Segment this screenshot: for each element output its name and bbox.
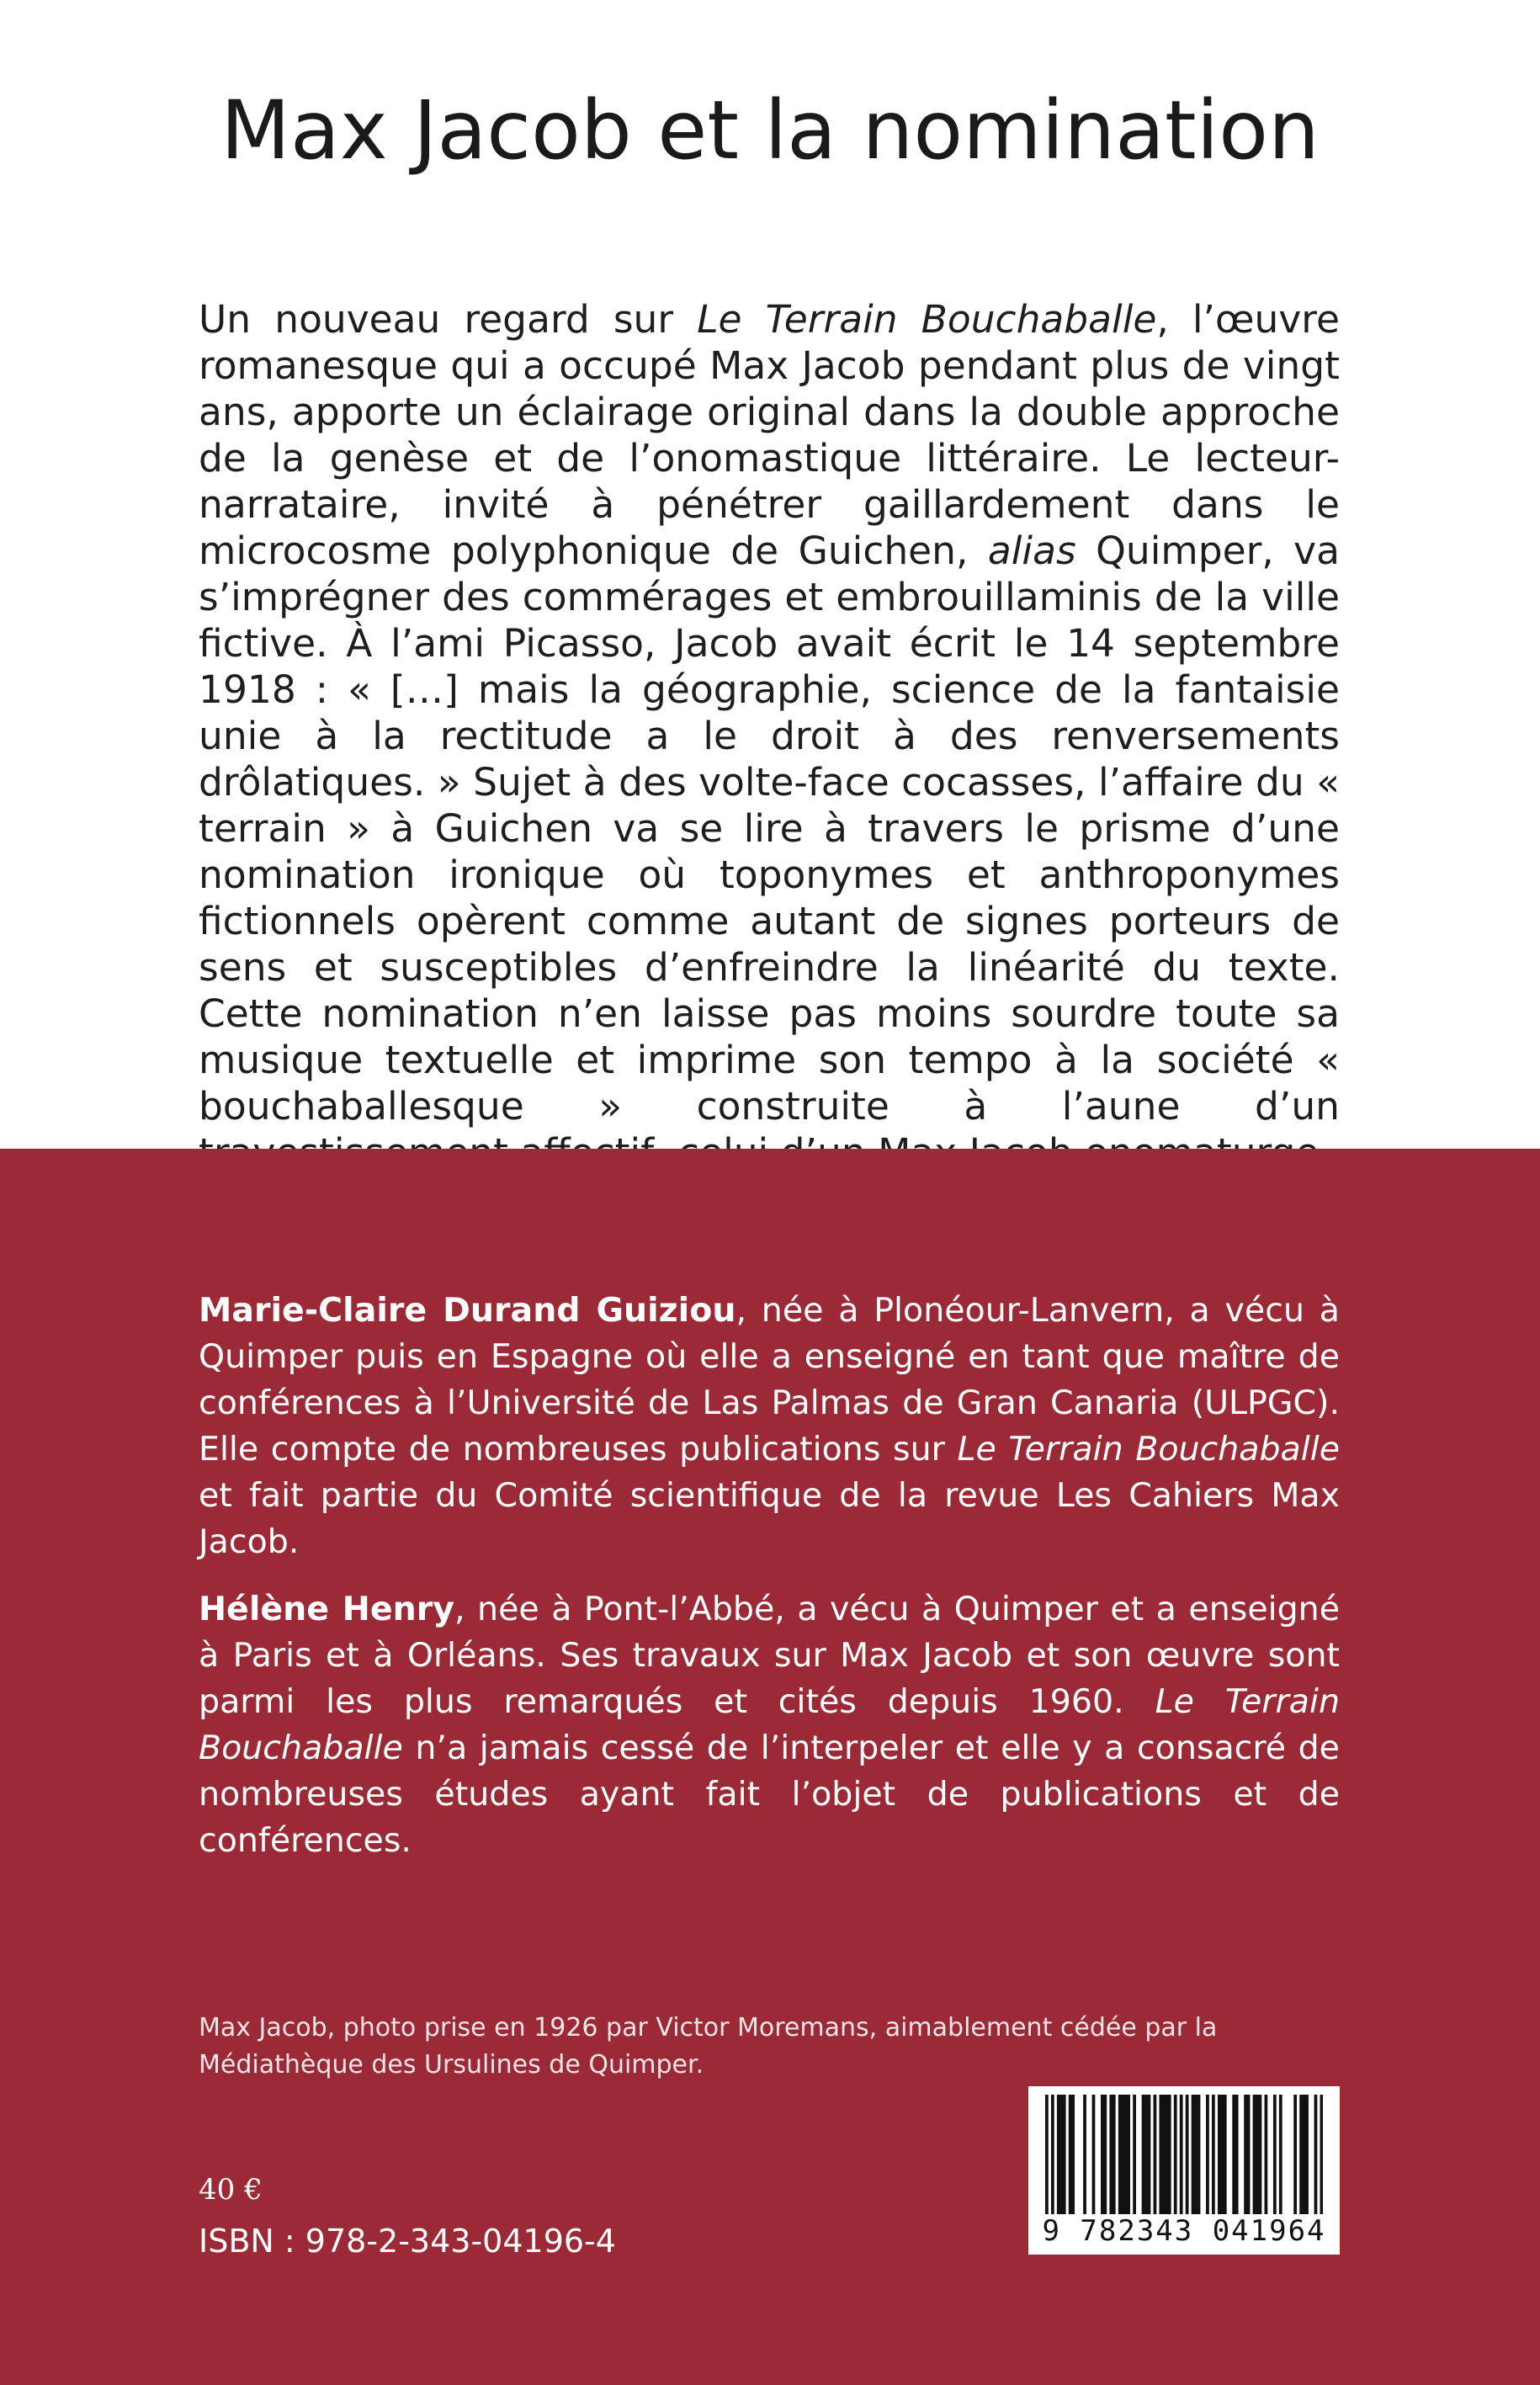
author-name-2: Hélène Henry [199, 1590, 454, 1628]
barcode-bar [1314, 2095, 1318, 2214]
summary-book-title: Le Terrain Bouchaballe [697, 297, 1157, 342]
barcode-bar [1113, 2095, 1116, 2214]
barcode-digits: 9 782343 041964 [1042, 2214, 1326, 2248]
barcode-bar [1232, 2095, 1235, 2214]
isbn-label: ISBN : 978-2-343-04196-4 [199, 2223, 616, 2260]
barcode-bar [1142, 2095, 1145, 2214]
barcode-bar [1279, 2095, 1282, 2214]
barcode-bar [1299, 2095, 1303, 2214]
barcode-panel [1028, 2086, 1340, 2255]
barcode-bar [1165, 2095, 1168, 2214]
barcode-bar [1197, 2095, 1201, 2214]
barcode-bar [1159, 2095, 1162, 2214]
price-label: 40 € [199, 2173, 263, 2207]
barcode-bar [1162, 2095, 1166, 2214]
barcode-bar [1259, 2095, 1262, 2214]
barcode-bar [1127, 2095, 1130, 2214]
barcode-bar [1051, 2095, 1054, 2214]
barcode-bar [1273, 2095, 1277, 2214]
author-bio-1-book-title: Le Terrain Bouchaballe [957, 1430, 1341, 1469]
photo-caption: Max Jacob, photo prise en 1926 par Victor Moremans, aimablement cédée par la Médiathèque des Ursulines de Quimper. [199, 2013, 1218, 2080]
barcode-bar [1101, 2095, 1104, 2214]
barcode-bar [1206, 2095, 1209, 2214]
barcode-bar [1320, 2095, 1323, 2214]
barcode-bar [1168, 2095, 1171, 2214]
author-bio-2 [199, 1586, 1340, 1864]
barcode-bar [1192, 2095, 1195, 2214]
barcode-bar [1103, 2095, 1107, 2214]
barcode-bar [1265, 2095, 1268, 2214]
summary-text-start: Un nouveau regard sur [199, 297, 698, 342]
barcode-bar [1144, 2095, 1148, 2214]
barcode-bar [1063, 2095, 1066, 2214]
barcode-bar [1083, 2095, 1086, 2214]
author-bio-2-text-b: n’a jamais cessé de l’interpeler et elle y a consacré de nombreuses études ayant fait l’objet de publications et de conférences. [199, 1729, 1340, 1860]
barcode-bar [1071, 2095, 1075, 2214]
author-bio-2-text-a: , née à Pont-l’Abbé, a vécu à Quimper et a enseigné à Paris et à Orléans. Ses travaux sur Max Jacob et son œuvre sont parmi les plus remarqués et cités depuis 1960. [199, 1590, 1340, 1721]
summary-text-end: Quimper, va s’imprégner des commérages et embrouillaminis de la ville fictive. À l’ami Picasso, Jacob avait écrit le 14 septembre 1918 : « […] mais la géographie, science de la fantaisie unie à la rectitude a le droit à des renversements drôlatiques. » Sujet à des volte-face cocasses, l’affaire du « terrain » à Guichen va se lire à travers le prisme d’une nomination ironique où toponymes et anthroponymes fictionnels opèrent comme autant de signes porteurs de sens et susceptibles d’enfreindre la linéarité du texte. Cette nomination n’en laisse pas moins sourdre toute sa musique textuelle et imprime son tempo à la société « bouchaballesque » construite à l’aune d’un [199, 529, 1340, 1129]
barcode-bar [1057, 2095, 1060, 2214]
barcode-bar [1305, 2095, 1309, 2214]
barcode-bar [1069, 2095, 1072, 2214]
author-bio-1-text-b: et fait partie du Comité scientifique de la revue Les Cahiers Max Jacob. [199, 1476, 1340, 1561]
barcode-bar [1194, 2095, 1197, 2214]
barcode-bar [1109, 2095, 1113, 2214]
barcode-bar [1247, 2095, 1251, 2214]
barcode-bar [1235, 2095, 1239, 2214]
upper-white-panel [0, 0, 1540, 1149]
author-bio-2-book-title: Le Terrain Bouchaballe [199, 1682, 1340, 1767]
barcode-bar [1253, 2095, 1256, 2214]
barcode-bar [1180, 2095, 1183, 2214]
barcode-bar [1133, 2095, 1136, 2214]
barcode-bar [1224, 2095, 1227, 2214]
barcode-bar [1174, 2095, 1177, 2214]
author-bio-1-text-a: , née à Plonéour-Lanvern, a vécu à Quimper puis en Espagne où elle a enseigné en tant que maître de conférences à l’Université de Las Palmas de Gran Canaria (ULPGC). Elle compte de nombreuses publications sur [199, 1291, 1340, 1469]
barcode-icon [1045, 2095, 1323, 2214]
barcode-bar [1218, 2095, 1221, 2214]
barcode-bar [1244, 2095, 1247, 2214]
barcode-bar [1303, 2095, 1306, 2214]
summary-alias-word: alias [987, 529, 1076, 573]
barcode-bar [1045, 2095, 1049, 2214]
author-bio-1 [199, 1288, 1340, 1565]
author-name-1: Marie-Claire Durand Guiziou [199, 1291, 736, 1330]
barcode-bar [1154, 2095, 1157, 2214]
barcode-bar [1220, 2095, 1224, 2214]
barcode-bar [1118, 2095, 1122, 2214]
barcode-bar [1212, 2095, 1215, 2214]
barcode-bar [1148, 2095, 1151, 2214]
barcode-bar [1256, 2095, 1259, 2214]
barcode-bar [1059, 2095, 1063, 2214]
summary-paragraph [199, 296, 1340, 1176]
barcode-bar [1121, 2095, 1124, 2214]
barcode-bar [1293, 2095, 1297, 2214]
summary-text-middle: , l’œuvre romanesque qui a occupé Max Jacob pendant plus de vingt ans, apporte un éclairage original dans la double approche de la genèse et de l’onomastique littéraire. Le lecteur-narrataire, invité à pénétrer gaillardement dans le microcosme polyphonique de Guichen, [199, 297, 1340, 573]
barcode-bar [1186, 2095, 1189, 2214]
barcode-bar [1092, 2095, 1096, 2214]
book-title: Max Jacob et la nomination [220, 83, 1320, 178]
barcode-bar [1124, 2095, 1128, 2214]
